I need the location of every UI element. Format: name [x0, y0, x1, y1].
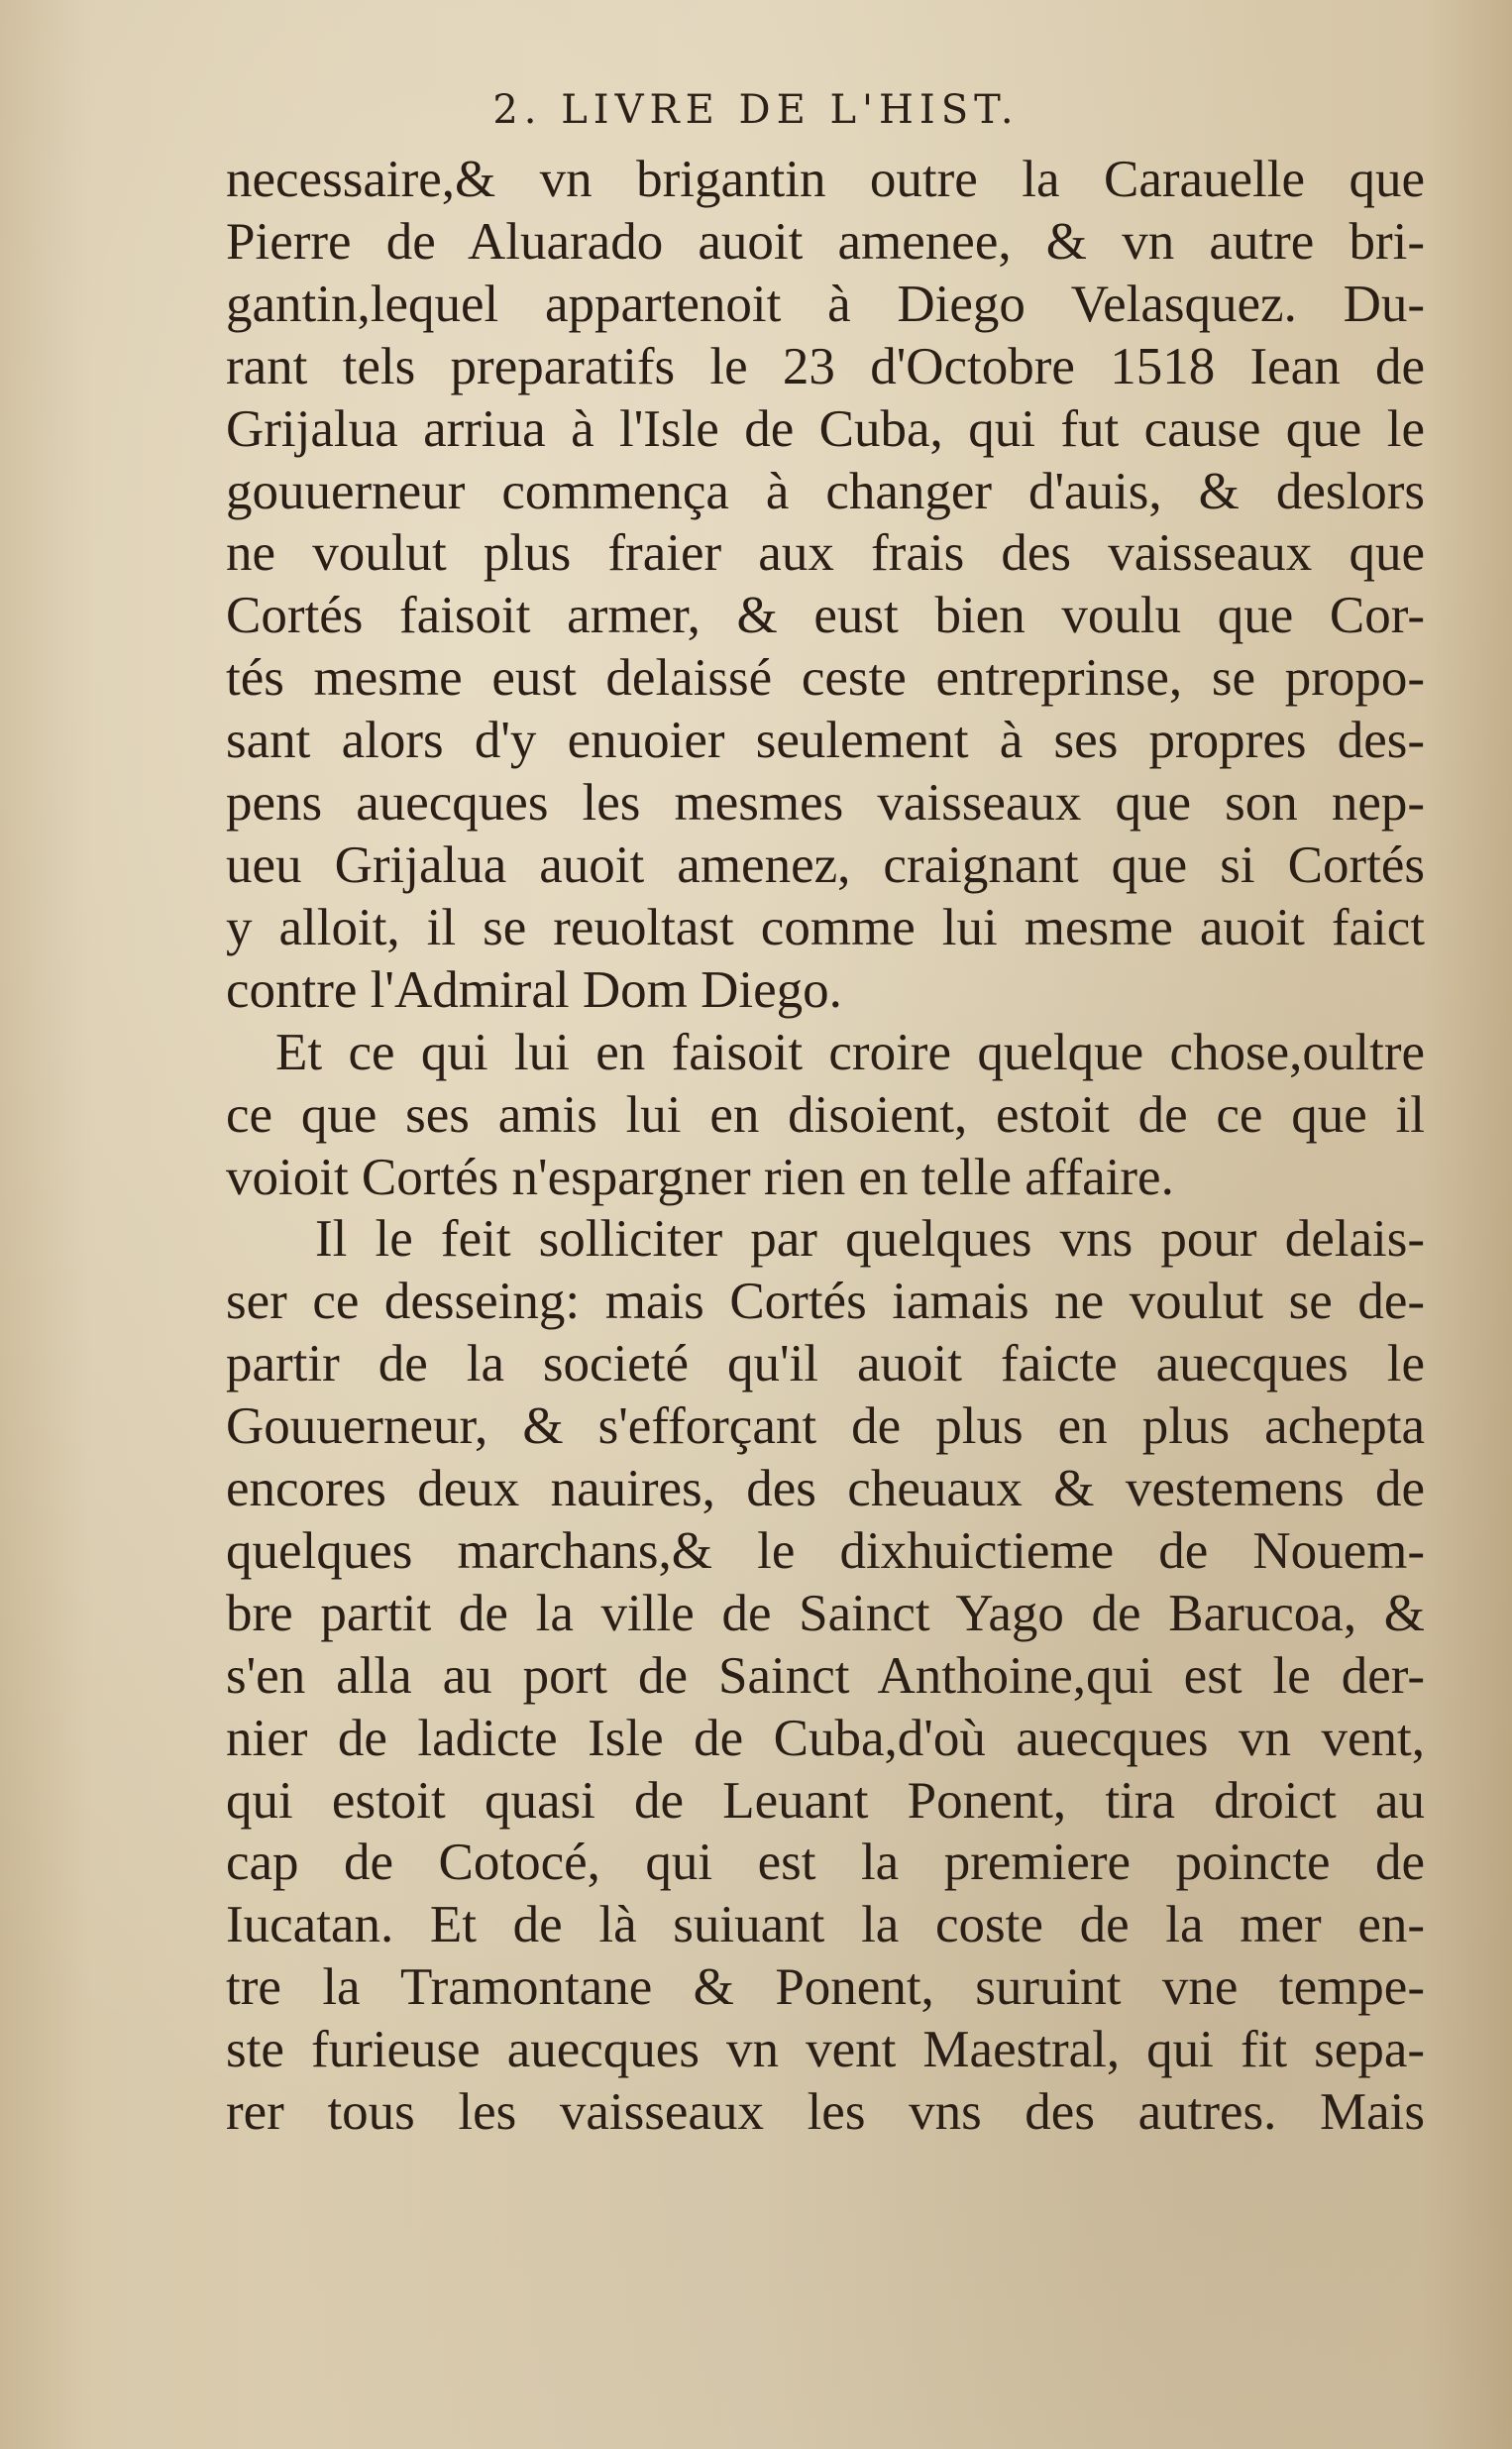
text-block: [226, 149, 1425, 2144]
text-line: ne voulut plus fraier aux frais des vaisseaux que: [226, 524, 1425, 583]
text-line: tre la Tramontane & Ponent, suruint vne tempe-: [226, 1958, 1425, 2017]
text-line: qui estoit quasi de Leuant Ponent, tira droict au: [226, 1771, 1425, 1830]
text-line: necessaire,& vn brigantin outre la Carauelle que: [226, 151, 1425, 208]
text-line: encores deux nauires, des cheuaux & vestemens de: [226, 1460, 1425, 1518]
text-line: cap de Cotocé, qui est la premiere poincte de: [226, 1834, 1425, 1892]
text-line: y alloit, il se reuoltast comme lui mesme auoit faict: [226, 898, 1425, 956]
text-line: Et ce qui lui en faisoit croire quelque chose,oultre: [275, 1023, 1425, 1081]
text-line: s'en alla au port de Sainct Anthoine,qui est le der-: [226, 1646, 1425, 1705]
text-line: quelques marchans,& le dixhuictieme de Nouem-: [226, 1521, 1425, 1580]
text-line: gantin,lequel appartenoit à Diego Velasquez. Du-: [226, 275, 1425, 333]
text-line: Grijalua arriua à l'Isle de Cuba, qui fut cause que le: [226, 399, 1425, 458]
text-line: ser ce desseing: mais Cortés iamais ne voulut se de-: [226, 1273, 1425, 1331]
text-line: sant alors d'y enuoier seulement à ses propres des-: [226, 712, 1425, 770]
text-line: contre l'Admiral Dom Diego.: [226, 960, 842, 1019]
text-line: bre partit de la ville de Sainct Yago de Barucoa, &: [226, 1584, 1425, 1642]
text-line: Iucatan. Et de là suiuant la coste de la mer en-: [226, 1896, 1425, 1954]
text-line: pens auecques les mesmes vaisseaux que son nep-: [226, 774, 1425, 833]
text-line: nier de ladicte Isle de Cuba,d'où auecques vn vent,: [226, 1709, 1425, 1767]
text-line: ste furieuse auecques vn vent Maestral, qui fit sepa-: [226, 2021, 1425, 2079]
text-line: tés mesme eust delaissé ceste entreprinse, se propo-: [226, 649, 1425, 708]
text-line: ueu Grijalua auoit amenez, craignant que si Cortés: [226, 835, 1425, 894]
text-line: voioit Cortés n'espargner rien en telle affaire.: [226, 1148, 1174, 1206]
text-line: ce que ses amis lui en disoient, estoit de ce que il: [226, 1085, 1425, 1144]
running-head: 2. LIVRE DE L'HIST.: [492, 87, 1020, 133]
text-line: Gouuerneur, & s'efforçant de plus en plus achepta: [226, 1397, 1425, 1456]
text-line: gouuerneur commença à changer d'auis, & deslors: [226, 462, 1425, 520]
text-line: rer tous les vaisseaux les vns des autres. Mais: [226, 2083, 1425, 2142]
text-line: partir de la societé qu'il auoit faicte auecques le: [226, 1335, 1425, 1393]
text-line: Pierre de Aluarado auoit amenee, & vn autre bri-: [226, 212, 1425, 271]
text-line: rant tels preparatifs le 23 d'Octobre 1518 Iean de: [226, 337, 1425, 395]
text-line: Il le feit solliciter par quelques vns pour delais-: [315, 1210, 1425, 1269]
text-line: Cortés faisoit armer, & eust bien voulu que Cor-: [226, 587, 1425, 645]
